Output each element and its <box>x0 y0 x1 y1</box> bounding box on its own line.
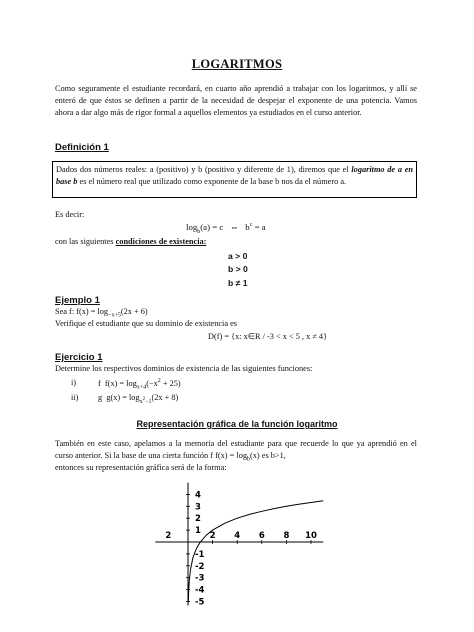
exercise-heading: Ejercicio 1 <box>55 352 103 363</box>
exercise-item-2-fname: g <box>98 393 103 402</box>
y-tick-label: 2 <box>195 514 201 525</box>
example-function-base: −x+5 <box>108 312 121 319</box>
example-instruction: Verifique el estudiante que su dominio de existencia es <box>55 319 238 328</box>
y-tick-label: -3 <box>195 573 205 584</box>
x-tick-label: 2 <box>209 531 216 541</box>
iff-symbol: ⇔ <box>229 222 239 232</box>
exercise-item-1-fname: f <box>98 378 101 388</box>
exercise-item-2-base-sup: 2 <box>142 396 146 402</box>
y-tick-label: 3 <box>195 502 201 513</box>
exercise-item-2-base-end: −1 <box>145 398 152 405</box>
intro-paragraph: Como seguramente el estudiante recordará, en cuarto año aprendió a trabajar con los logaritmos, y allí se enteró de que éstos se definen a partir de la necesidad de despejar el exponente de una potencia. Vamos ahora a dar algo más de rigor formal a aquellos elementos ya estudiados en el curso anterior. <box>55 84 417 118</box>
exercise-item-1-arg: (−x <box>146 378 158 388</box>
exercise-item-2-num: ii) <box>71 393 79 402</box>
y-tick-label: -5 <box>195 597 205 608</box>
exercise-item-1-num: i) <box>71 378 77 387</box>
definition-heading: Definición 1 <box>55 142 109 153</box>
y-tick-label: -1 <box>195 549 205 560</box>
condition-b: b > 0 <box>228 264 248 274</box>
x-tick-label: 6 <box>258 531 265 541</box>
y-tick-label: 1 <box>195 526 201 537</box>
condition-b-not-one: b ≠ 1 <box>228 278 248 288</box>
log-curve <box>188 501 323 602</box>
example-domain: D(f) = {x: x∈R / -3 < x < 5 , x ≠ 4} <box>208 332 328 341</box>
x-tick-label: 8 <box>283 531 290 541</box>
graph-function-arg: (x) <box>250 451 260 461</box>
exercise-item-1-pre: f(x) = log <box>104 378 137 388</box>
graph-text-1: También en este caso, apelamos a la memoria del estudiante para que recuerde lo que ya aprendió en el curso anterior. Si la base de una cierta función f <box>55 439 417 461</box>
y-tick-label: -4 <box>195 585 205 596</box>
definition-text-after: es el número real que utilizado como exponente de la base b nos da el número a. <box>77 177 347 186</box>
exercise-item-2-arg: (2x + 8) <box>151 393 179 402</box>
x-tick-label: 2 <box>165 531 172 541</box>
example-heading: Ejemplo 1 <box>55 295 100 306</box>
condition-a: a > 0 <box>228 251 248 261</box>
conditions-intro: con las siguientes <box>55 237 116 246</box>
definition-emphasis: logaritmo de a en base b <box>56 165 413 186</box>
page-title: LOGARITMOS <box>191 57 283 71</box>
graph-function-base: b <box>247 456 250 463</box>
graph-section-heading: Representación gráfica de la función logaritmo <box>136 419 338 429</box>
example-function-arg: (2x + 6) <box>120 307 148 316</box>
graph-text-2: es b>1, <box>259 451 286 461</box>
graph-function: f(x) = log <box>215 451 247 461</box>
exercise-item-1-end: + 25) <box>160 378 181 388</box>
exercise-item-1-base: x+4 <box>136 384 147 391</box>
exercise-instruction: Determine los respectivos dominios de existencia de las siguientes funciones: <box>55 364 313 373</box>
conditions-label: condiciones de existencia: <box>115 237 207 246</box>
exercise-item-2-pre: g(x) = log <box>106 393 140 402</box>
y-tick-label: 4 <box>195 490 201 501</box>
example-function-pre: Sea f: f(x) = log <box>55 307 109 316</box>
log-argument: (a) = c <box>200 222 224 232</box>
power-rest: = a <box>252 222 266 232</box>
exercise-item-1-sup: 2 <box>157 378 161 384</box>
exercise-item-2-base: x <box>139 398 143 405</box>
es-decir-label: Es decir: <box>55 210 85 219</box>
log-symbol: log <box>186 222 198 232</box>
log-base: b <box>197 228 201 235</box>
x-tick-label: 4 <box>234 531 241 541</box>
power-exponent: c <box>249 222 253 229</box>
graph-section-text-3: entonces su representación gráfica será de la forma: <box>55 463 227 472</box>
definition-text-before: Dados dos números reales: a (positivo) y b (positivo y diferente de 1), diremos que el <box>56 165 352 174</box>
y-tick-label: -2 <box>195 561 205 572</box>
x-tick-label: 10 <box>305 531 317 541</box>
power-base: b <box>245 222 250 232</box>
